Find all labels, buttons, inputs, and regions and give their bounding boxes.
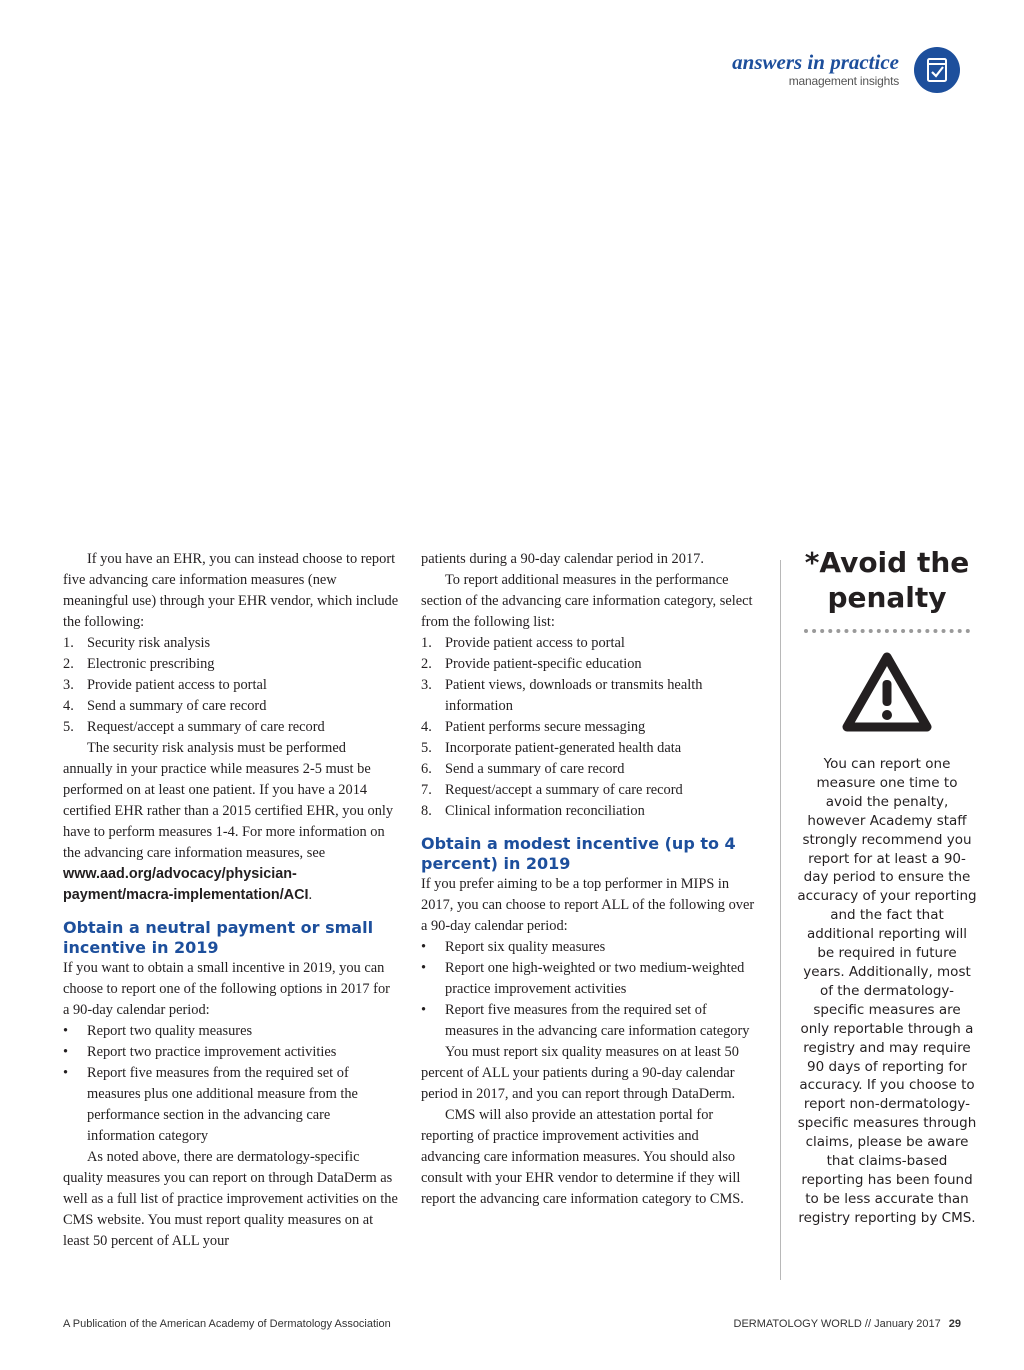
paragraph: If you want to obtain a small incentive in 2019, you can choose to report one of the following options in 2017 for a 90-day calendar period: <box>63 960 390 1018</box>
paragraph: As noted above, there are dermatology-specific quality measures you can report on through DataDerm as well as a full list of practice improvement activities on the CMS website. You must report quality measures on at least 50 percent of ALL your <box>63 1149 398 1249</box>
paragraph: You must report six quality measures on at least 50 percent of ALL your patients during a 90-day calendar period in 2017, and you can report through DataDerm. <box>421 1044 739 1102</box>
list-item: 7. Request/accept a summary of care record <box>421 782 683 798</box>
page-number: 29 <box>948 1318 961 1330</box>
list-item: 3. Provide patient access to portal <box>63 677 267 693</box>
column-divider <box>780 560 781 1280</box>
sidebar-title: *Avoid the penalty <box>804 546 970 614</box>
list-item: 2. Electronic prescribing <box>63 656 215 672</box>
paragraph: If you have an EHR, you can instead choose to report five advancing care information measures (new meaningful use) through your EHR vendor, which include the following: <box>63 551 399 630</box>
paragraph: patients during a 90-day calendar period in 2017. <box>421 551 704 567</box>
list-item: • Report six quality measures <box>421 939 606 955</box>
warning-icon <box>841 649 933 735</box>
footer-publication: A Publication of the American Academy of Dermatology Association <box>63 1318 391 1330</box>
article-column-1 <box>63 549 399 1252</box>
list-item: 1. Provide patient access to portal <box>421 635 625 651</box>
list-item: • Report two quality measures <box>63 1023 253 1039</box>
list-item: 3. Patient views, downloads or transmits health information <box>421 677 703 714</box>
article-column-2 <box>421 549 761 1210</box>
list-item: 4. Patient performs secure messaging <box>421 719 646 735</box>
numbered-list <box>63 633 399 738</box>
list-item: • Report two practice improvement activities <box>63 1044 337 1060</box>
bullet-list <box>421 937 761 1042</box>
section-title: answers in practice <box>732 50 899 74</box>
numbered-list <box>421 633 761 822</box>
paragraph: To report additional measures in the performance section of the advancing care information category, select from the following list: <box>421 572 753 630</box>
checklist-icon <box>914 47 960 93</box>
list-item: • Report five measures from the required set of measures plus one additional measure from the performance section in the advancing care information category <box>63 1065 358 1144</box>
list-item: 6. Send a summary of care record <box>421 761 625 777</box>
section-heading-modest-incentive: Obtain a modest incentive (up to 4 percent) in 2019 <box>421 834 736 873</box>
section-heading-neutral-payment: Obtain a neutral payment or small incentive in 2019 <box>63 918 374 957</box>
sidebar-body: You can report one measure one time to avoid the penalty, however Academy staff strongly recommend you report for at least a 90-day period to ensure the accuracy of your reporting and the fact that additional reporting will be required in future years. Additionally, most of the dermatology-specific measures are only reportable through a registry and may require 90 days of reporting for accuracy. If you choose to report non-dermatology-specific measures through claims, please be aware that claims-based reporting has been found to be less accurate than registry reporting by CMS. <box>797 756 977 1226</box>
list-item: • Report five measures from the required set of measures in the advancing care information category <box>421 1002 750 1039</box>
dotted-divider <box>804 629 970 633</box>
paragraph: If you prefer aiming to be a top performer in MIPS in 2017, you can choose to report ALL of the following over a 90-day calendar period: <box>421 876 755 934</box>
list-item: 4. Send a summary of care record <box>63 698 267 714</box>
bullet-list <box>63 1021 399 1147</box>
list-item: • Report one high-weighted or two medium-weighted practice improvement activities <box>421 960 745 997</box>
sidebar-callout <box>797 545 977 1228</box>
section-subtitle: management insights <box>788 74 899 88</box>
footer-issue: DERMATOLOGY WORLD // January 2017 29 <box>733 1318 961 1330</box>
list-item: 8. Clinical information reconciliation <box>421 803 645 819</box>
list-item: 1. Security risk analysis <box>63 635 211 651</box>
section-header <box>732 50 899 88</box>
list-item: 2. Provide patient-specific education <box>421 656 642 672</box>
paragraph: CMS will also provide an attestation portal for reporting of practice improvement activities and advancing care information measures. You should also consult with your EHR vendor to determine if they will report the advancing care information category to CMS. <box>421 1107 744 1207</box>
aci-link[interactable]: www.aad.org/advocacy/physician-payment/macra-implementation/ACI <box>63 866 309 903</box>
list-item: 5. Incorporate patient-generated health data <box>421 740 682 756</box>
list-item: 5. Request/accept a summary of care record <box>63 719 325 735</box>
paragraph: The security risk analysis must be performed annually in your practice while measures 2-5 must be performed on at least one patient. If you have a 2014 certified EHR rather than a 2015 certified EHR, you only have to perform measures 1-4. For more information on the advancing care information measures, see www.aad.org/advocacy/physician-payment/macra-implementation/ACI. <box>63 740 394 903</box>
